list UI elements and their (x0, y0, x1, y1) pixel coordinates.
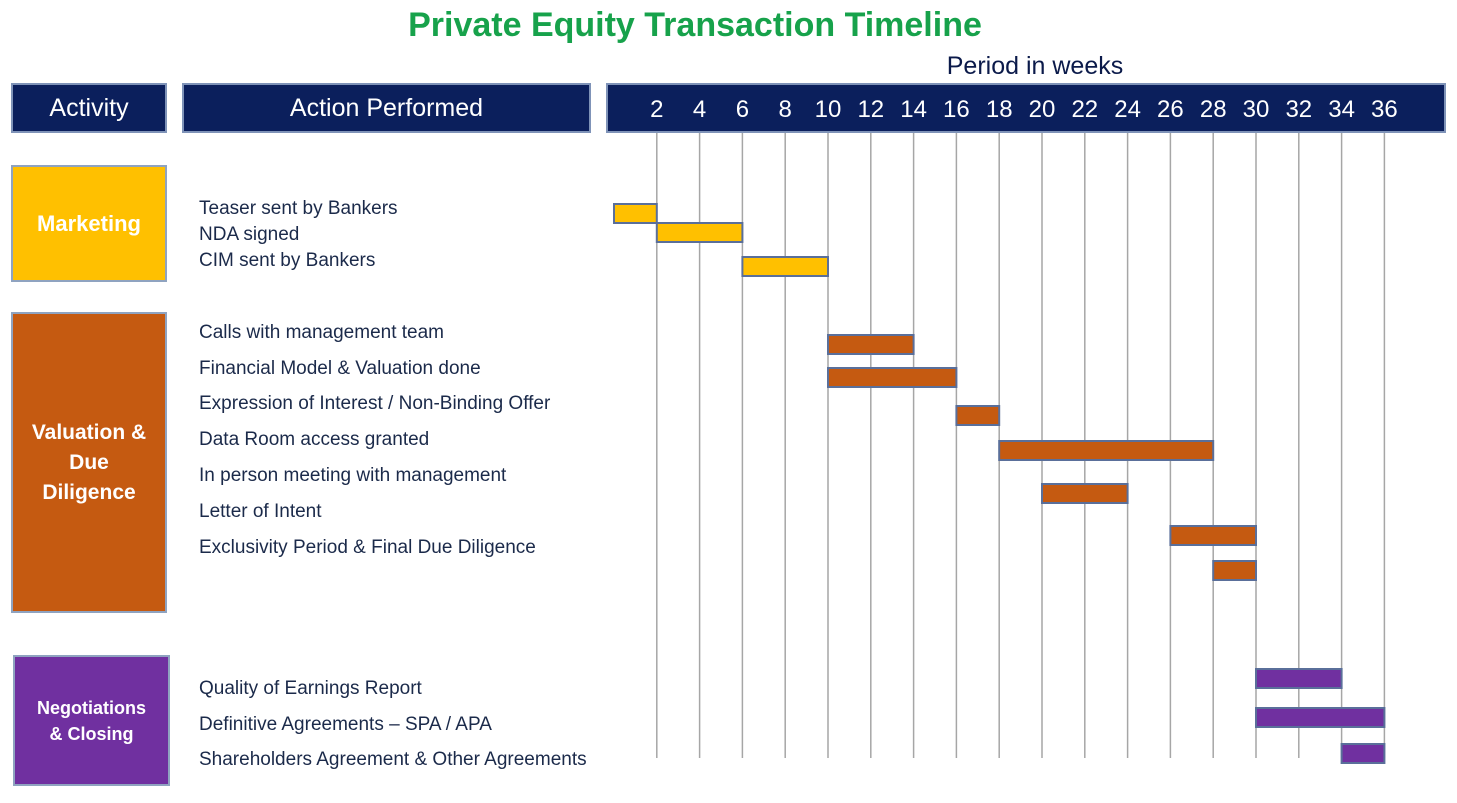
x-tick-label: 20 (1028, 96, 1056, 123)
action-label: Calls with management team (199, 322, 444, 343)
gantt-bar (1256, 708, 1384, 727)
action-label: CIM sent by Bankers (199, 250, 376, 271)
group-valuation-label: Valuation & Due Diligence (31, 420, 147, 504)
x-tick-label: 4 (692, 96, 707, 123)
action-label: Shareholders Agreement & Other Agreements (199, 749, 587, 770)
x-tick-label: 6 (735, 96, 750, 123)
gantt-bar (1213, 561, 1256, 580)
action-label: Exclusivity Period & Final Due Diligence (199, 537, 536, 558)
x-tick-label: 34 (1328, 96, 1355, 123)
group-negotiations-label: Negotiations & Closing (36, 697, 146, 744)
x-tick-label: 22 (1071, 96, 1099, 123)
gantt-bar (828, 335, 914, 354)
x-tick-label: 32 (1285, 96, 1313, 123)
x-tick-label: 14 (900, 96, 927, 123)
chart-title: Private Equity Transaction Timeline (408, 6, 982, 44)
gantt-bar (1170, 526, 1256, 545)
action-label: Quality of Earnings Report (199, 678, 422, 699)
x-axis-label: Period in weeks (946, 52, 1124, 80)
gantt-bar (657, 223, 743, 242)
action-label: Letter of Intent (199, 501, 322, 522)
gantt-bar (1256, 669, 1342, 688)
x-tick-label: 26 (1157, 96, 1184, 123)
x-tick-label: 10 (814, 96, 842, 123)
action-label: In person meeting with management (199, 465, 507, 486)
group-marketing-label: Marketing (37, 210, 141, 236)
gantt-bar (956, 406, 999, 425)
x-tick-label: 8 (778, 96, 792, 123)
action-header-label: Action Performed (289, 93, 484, 122)
gantt-bar (1042, 484, 1128, 503)
action-label: Teaser sent by Bankers (199, 198, 398, 219)
gantt-bar (999, 441, 1213, 460)
x-tick-label: 16 (943, 96, 970, 123)
gantt-bar (742, 257, 828, 276)
x-tick-label: 28 (1199, 96, 1227, 123)
action-label: Data Room access granted (199, 429, 430, 450)
x-tick-label: 24 (1114, 96, 1141, 123)
action-label: Expression of Interest / Non-Binding Offer (199, 393, 551, 414)
gantt-bar (614, 204, 657, 223)
activity-header-label: Activity (49, 93, 129, 122)
gantt-bar (1342, 744, 1385, 763)
x-tick-label: 12 (857, 96, 885, 123)
action-label: Financial Model & Valuation done (199, 358, 481, 379)
x-tick-label: 36 (1371, 96, 1398, 123)
x-tick-label: 18 (985, 96, 1013, 123)
gantt-bar (828, 368, 956, 387)
action-label: NDA signed (199, 224, 300, 245)
x-tick-label: 2 (650, 96, 664, 123)
action-label: Definitive Agreements – SPA / APA (199, 714, 492, 735)
x-tick-label: 30 (1242, 96, 1270, 123)
